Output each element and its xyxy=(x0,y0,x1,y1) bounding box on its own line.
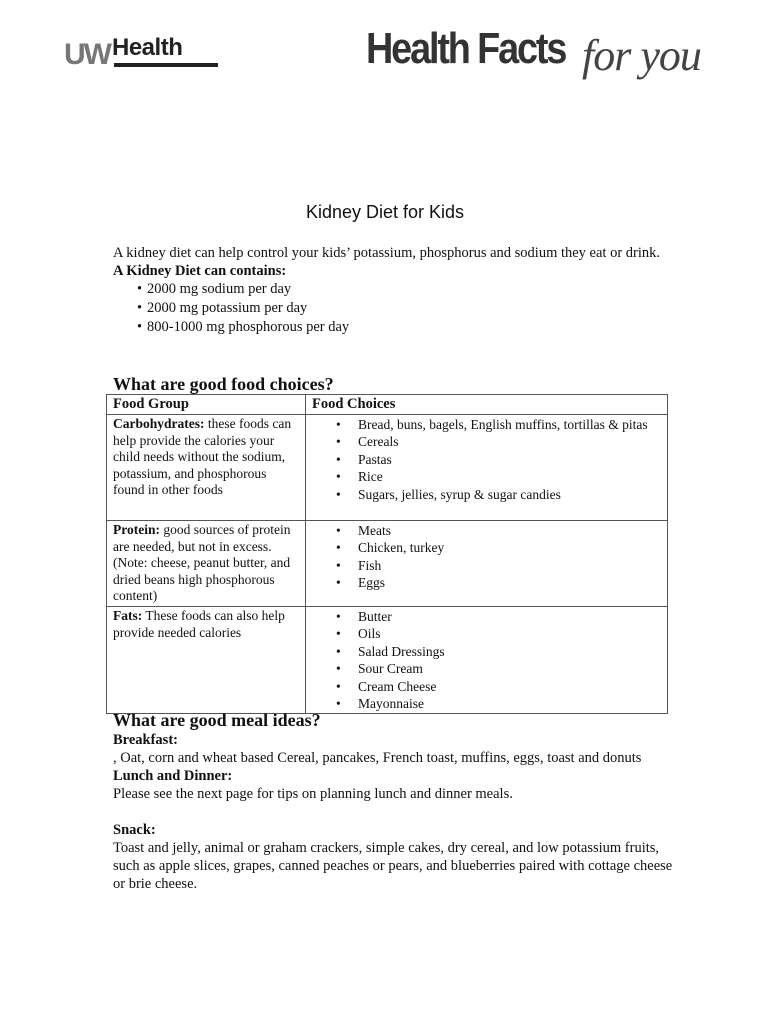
food-choices-heading: What are good food choices? xyxy=(113,374,334,394)
list-item: • Cream Cheese xyxy=(312,678,661,695)
list-item: • 2000 mg potassium per day xyxy=(113,299,673,318)
food-group-desc: good sources of protein are needed, but not in excess. (Note: cheese, peanut butter, and dried beans high phosphorous content) xyxy=(113,522,291,604)
list-item: • Bread, buns, bagels, English muffins, tortillas & pitas xyxy=(312,416,661,433)
logo-underline xyxy=(114,63,218,67)
food-choices-list xyxy=(312,416,661,503)
table-row xyxy=(107,415,668,521)
table-row xyxy=(107,521,668,607)
page-title: Kidney Diet for Kids xyxy=(305,202,465,222)
list-item: • Butter xyxy=(312,608,661,625)
list-item: • Pastas xyxy=(312,451,661,468)
meal-ideas-heading: What are good meal ideas? xyxy=(113,710,321,730)
list-item: • Fish xyxy=(312,557,661,574)
list-item: • Rice xyxy=(312,468,661,485)
list-item: • Meats xyxy=(312,522,661,539)
intro-text: A kidney diet can help control your kids’ potassium, phosphorus and sodium they eat or drink. xyxy=(113,245,661,261)
list-item: • Oils xyxy=(312,625,661,642)
food-group-desc: these foods can help provide the calories your child needs without the sodium, potassium, and phosphorous found in other foods xyxy=(113,416,292,498)
breakfast-label: Breakfast: xyxy=(113,732,178,748)
logo-health-text: Health xyxy=(112,34,183,61)
meal-ideas-section xyxy=(113,731,673,893)
contains-list xyxy=(113,280,673,337)
food-group-label: Fats: xyxy=(113,607,143,623)
list-item: • Chicken, turkey xyxy=(312,539,661,556)
list-item: • 2000 mg sodium per day xyxy=(113,280,673,299)
list-item: • Sour Cream xyxy=(312,660,661,677)
food-choices-list xyxy=(312,522,661,592)
health-facts-brand xyxy=(366,24,716,84)
list-item: • Sugars, jellies, syrup & sugar candies xyxy=(312,486,661,503)
table-header-row xyxy=(107,395,668,415)
breakfast-text: , Oat, corn and wheat based Cereal, pancakes, French toast, muffins, eggs, toast and donuts xyxy=(113,750,642,766)
list-item: • Cereals xyxy=(312,433,661,450)
food-choices-cell xyxy=(306,415,668,521)
table-row xyxy=(107,606,668,713)
list-item: • 800-1000 mg phosphorous per day xyxy=(113,318,673,337)
food-choices-table xyxy=(106,394,668,714)
food-group-cell xyxy=(107,521,306,607)
logo-uw-text: UW xyxy=(64,38,110,71)
snack-label: Snack: xyxy=(113,822,156,838)
food-group-cell xyxy=(107,606,306,713)
snack-text: Toast and jelly, animal or graham crackers, simple cakes, dry cereal, and low potassium fruits, such as apple slices, grapes, canned peaches or pears, and blueberries paired with cottage cheese or brie cheese. xyxy=(113,840,673,892)
column-header-food-choices: Food Choices xyxy=(306,395,668,415)
brand-tail-text: for you xyxy=(582,31,701,80)
column-header-food-group: Food Group xyxy=(107,395,306,415)
food-group-label: Protein: xyxy=(113,522,160,537)
food-choices-cell xyxy=(306,521,668,607)
intro-section xyxy=(113,244,673,337)
list-item: • Salad Dressings xyxy=(312,643,661,660)
list-item: • Eggs xyxy=(312,574,661,591)
list-item: • Mayonnaise xyxy=(312,695,661,712)
lunch-dinner-text: Please see the next page for tips on planning lunch and dinner meals. xyxy=(113,786,513,802)
food-choices-list xyxy=(312,608,661,712)
food-choices-cell xyxy=(306,606,668,713)
food-group-label: Carbohydrates: xyxy=(113,416,205,431)
lunch-dinner-label: Lunch and Dinner: xyxy=(113,768,233,784)
uw-health-logo xyxy=(64,34,220,74)
brand-main-text: Health Facts xyxy=(366,24,566,73)
food-group-desc: These foods can also help provide needed calories xyxy=(113,607,285,640)
food-group-cell xyxy=(107,415,306,521)
contains-heading: A Kidney Diet can contains: xyxy=(113,263,287,279)
